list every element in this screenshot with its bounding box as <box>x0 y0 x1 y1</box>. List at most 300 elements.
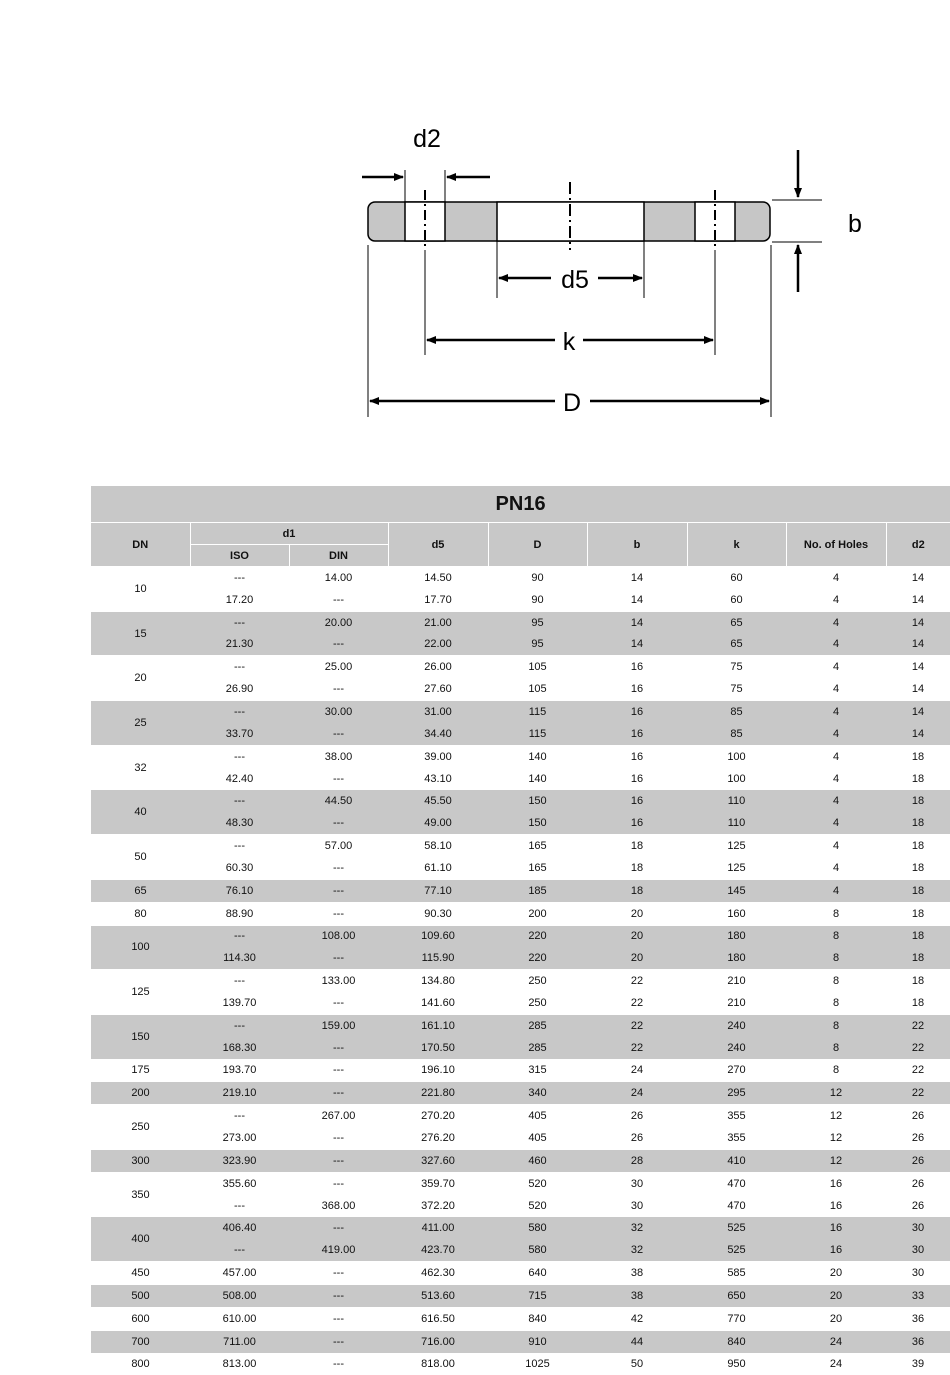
cell-holes: 12 <box>786 1105 886 1127</box>
table-row <box>91 768 950 790</box>
cell-d2: 18 <box>886 992 950 1014</box>
cell-d2: 30 <box>886 1262 950 1285</box>
cell-holes: 8 <box>786 1059 886 1082</box>
cell-dn: 300 <box>91 1149 190 1172</box>
cell-d5: 34.40 <box>388 723 488 745</box>
cell-d5: 196.10 <box>388 1059 488 1082</box>
cell-d2: 26 <box>886 1195 950 1217</box>
cell-holes: 24 <box>786 1353 886 1375</box>
cell-din: --- <box>289 1037 388 1059</box>
cell-k: 240 <box>687 1037 786 1059</box>
cell-holes: 4 <box>786 812 886 834</box>
cell-holes: 4 <box>786 768 886 790</box>
cell-D: 250 <box>488 992 587 1014</box>
cell-d5: 161.10 <box>388 1014 488 1036</box>
cell-k: 65 <box>687 611 786 633</box>
table-row <box>91 1127 950 1149</box>
cell-k: 85 <box>687 723 786 745</box>
cell-d2: 36 <box>886 1330 950 1353</box>
cell-dn: 250 <box>91 1105 190 1150</box>
cell-dn: 175 <box>91 1059 190 1082</box>
cell-din: 159.00 <box>289 1014 388 1036</box>
cell-din: --- <box>289 1149 388 1172</box>
table-row <box>91 857 950 879</box>
table-row <box>91 589 950 611</box>
header-din: DIN <box>289 545 388 567</box>
cell-D: 285 <box>488 1014 587 1036</box>
cell-d2: 18 <box>886 925 950 947</box>
pn16-flange-table <box>91 486 950 1375</box>
cell-k: 295 <box>687 1082 786 1105</box>
cell-d5: 513.60 <box>388 1285 488 1308</box>
cell-d5: 45.50 <box>388 790 488 812</box>
cell-b: 16 <box>587 656 687 678</box>
table-row <box>91 1059 950 1082</box>
cell-k: 75 <box>687 678 786 700</box>
cell-k: 110 <box>687 812 786 834</box>
cell-D: 140 <box>488 745 587 767</box>
cell-iso: --- <box>190 1014 289 1036</box>
cell-holes: 4 <box>786 723 886 745</box>
cell-b: 22 <box>587 992 687 1014</box>
cell-k: 65 <box>687 634 786 656</box>
cell-b: 24 <box>587 1082 687 1105</box>
cell-k: 525 <box>687 1217 786 1239</box>
table-title: PN16 <box>91 486 950 523</box>
cell-k: 100 <box>687 745 786 767</box>
cell-holes: 16 <box>786 1195 886 1217</box>
cell-d5: 270.20 <box>388 1105 488 1127</box>
cell-D: 150 <box>488 790 587 812</box>
cell-b: 30 <box>587 1195 687 1217</box>
cell-din: 38.00 <box>289 745 388 767</box>
cell-b: 44 <box>587 1330 687 1353</box>
cell-d2: 18 <box>886 835 950 857</box>
cell-D: 1025 <box>488 1353 587 1375</box>
cell-b: 16 <box>587 723 687 745</box>
cell-iso: 219.10 <box>190 1082 289 1105</box>
cell-d5: 43.10 <box>388 768 488 790</box>
cell-d5: 26.00 <box>388 656 488 678</box>
cell-k: 180 <box>687 925 786 947</box>
cell-D: 200 <box>488 902 587 925</box>
cell-k: 650 <box>687 1285 786 1308</box>
cell-dn: 40 <box>91 790 190 835</box>
cell-holes: 20 <box>786 1262 886 1285</box>
cell-din: --- <box>289 678 388 700</box>
cell-k: 210 <box>687 970 786 992</box>
table-row <box>91 745 950 767</box>
cell-din: --- <box>289 857 388 879</box>
cell-d2: 18 <box>886 947 950 969</box>
cell-b: 20 <box>587 902 687 925</box>
cell-b: 26 <box>587 1127 687 1149</box>
cell-d2: 22 <box>886 1014 950 1036</box>
cell-D: 90 <box>488 567 587 589</box>
cell-d5: 90.30 <box>388 902 488 925</box>
cell-k: 355 <box>687 1105 786 1127</box>
cell-dn: 80 <box>91 902 190 925</box>
table-row <box>91 1307 950 1330</box>
cell-iso: --- <box>190 611 289 633</box>
cell-d5: 818.00 <box>388 1353 488 1375</box>
cell-din: --- <box>289 1082 388 1105</box>
cell-holes: 4 <box>786 567 886 589</box>
cell-d5: 58.10 <box>388 835 488 857</box>
cell-holes: 8 <box>786 1037 886 1059</box>
cell-d5: 141.60 <box>388 992 488 1014</box>
cell-k: 470 <box>687 1195 786 1217</box>
cell-din: --- <box>289 1330 388 1353</box>
cell-d2: 14 <box>886 611 950 633</box>
cell-iso: 60.30 <box>190 857 289 879</box>
header-b: b <box>587 523 687 567</box>
cell-b: 16 <box>587 678 687 700</box>
cell-iso: 48.30 <box>190 812 289 834</box>
cell-dn: 100 <box>91 925 190 970</box>
table-row <box>91 925 950 947</box>
cell-d2: 14 <box>886 656 950 678</box>
table-row <box>91 1353 950 1375</box>
cell-holes: 4 <box>786 790 886 812</box>
cell-b: 16 <box>587 745 687 767</box>
table-row <box>91 790 950 812</box>
cell-d5: 21.00 <box>388 611 488 633</box>
cell-d2: 14 <box>886 678 950 700</box>
cell-b: 50 <box>587 1353 687 1375</box>
cell-d5: 423.70 <box>388 1239 488 1261</box>
cell-d5: 411.00 <box>388 1217 488 1239</box>
cell-iso: 711.00 <box>190 1330 289 1353</box>
cell-din: --- <box>289 634 388 656</box>
cell-iso: --- <box>190 1239 289 1261</box>
cell-k: 210 <box>687 992 786 1014</box>
cell-iso: 21.30 <box>190 634 289 656</box>
cell-d2: 14 <box>886 589 950 611</box>
cell-D: 165 <box>488 835 587 857</box>
cell-D: 285 <box>488 1037 587 1059</box>
table-row <box>91 611 950 633</box>
cell-b: 20 <box>587 947 687 969</box>
cell-iso: 457.00 <box>190 1262 289 1285</box>
cell-holes: 4 <box>786 835 886 857</box>
table-row <box>91 947 950 969</box>
cell-k: 270 <box>687 1059 786 1082</box>
cell-d5: 49.00 <box>388 812 488 834</box>
cell-dn: 15 <box>91 611 190 656</box>
cell-b: 24 <box>587 1059 687 1082</box>
cell-iso: --- <box>190 835 289 857</box>
cell-dn: 10 <box>91 567 190 612</box>
table-row <box>91 1037 950 1059</box>
header-d2: d2 <box>886 523 950 567</box>
cell-dn: 350 <box>91 1172 190 1217</box>
cell-k: 180 <box>687 947 786 969</box>
cell-holes: 4 <box>786 656 886 678</box>
cell-iso: 114.30 <box>190 947 289 969</box>
cell-b: 38 <box>587 1285 687 1308</box>
cell-k: 240 <box>687 1014 786 1036</box>
cell-iso: --- <box>190 701 289 723</box>
table-row <box>91 1149 950 1172</box>
cell-b: 14 <box>587 634 687 656</box>
cell-D: 405 <box>488 1127 587 1149</box>
cell-iso: --- <box>190 790 289 812</box>
cell-d5: 359.70 <box>388 1172 488 1194</box>
cell-D: 220 <box>488 925 587 947</box>
cell-D: 640 <box>488 1262 587 1285</box>
cell-d2: 14 <box>886 701 950 723</box>
cell-d2: 30 <box>886 1217 950 1239</box>
table-row <box>91 656 950 678</box>
cell-iso: --- <box>190 745 289 767</box>
cell-din: 25.00 <box>289 656 388 678</box>
cell-d2: 33 <box>886 1285 950 1308</box>
cell-D: 715 <box>488 1285 587 1308</box>
cell-holes: 4 <box>786 611 886 633</box>
cell-iso: --- <box>190 656 289 678</box>
cell-holes: 8 <box>786 902 886 925</box>
cell-holes: 8 <box>786 992 886 1014</box>
cell-D: 115 <box>488 723 587 745</box>
header-k: k <box>687 523 786 567</box>
table-row <box>91 723 950 745</box>
cell-din: --- <box>289 1307 388 1330</box>
cell-din: --- <box>289 1262 388 1285</box>
table-row <box>91 701 950 723</box>
cell-iso: --- <box>190 925 289 947</box>
cell-d2: 26 <box>886 1127 950 1149</box>
cell-iso: --- <box>190 1105 289 1127</box>
cell-din: 44.50 <box>289 790 388 812</box>
table-row <box>91 1105 950 1127</box>
cell-din: 133.00 <box>289 970 388 992</box>
cell-iso: 76.10 <box>190 879 289 902</box>
cell-b: 18 <box>587 857 687 879</box>
cell-din: --- <box>289 812 388 834</box>
cell-d5: 22.00 <box>388 634 488 656</box>
cell-d2: 18 <box>886 768 950 790</box>
table-row <box>91 1014 950 1036</box>
cell-iso: --- <box>190 1195 289 1217</box>
cell-d5: 17.70 <box>388 589 488 611</box>
cell-b: 16 <box>587 768 687 790</box>
cell-holes: 4 <box>786 857 886 879</box>
cell-D: 840 <box>488 1307 587 1330</box>
cell-b: 18 <box>587 879 687 902</box>
cell-holes: 4 <box>786 678 886 700</box>
cell-k: 100 <box>687 768 786 790</box>
cell-b: 42 <box>587 1307 687 1330</box>
cell-D: 315 <box>488 1059 587 1082</box>
table-row <box>91 835 950 857</box>
cell-holes: 4 <box>786 879 886 902</box>
cell-dn: 50 <box>91 835 190 880</box>
cell-k: 160 <box>687 902 786 925</box>
b-label: b <box>848 210 862 238</box>
cell-b: 14 <box>587 589 687 611</box>
cell-k: 770 <box>687 1307 786 1330</box>
cell-holes: 20 <box>786 1307 886 1330</box>
cell-d5: 372.20 <box>388 1195 488 1217</box>
cell-d5: 221.80 <box>388 1082 488 1105</box>
cell-D: 185 <box>488 879 587 902</box>
cell-b: 14 <box>587 567 687 589</box>
cell-b: 38 <box>587 1262 687 1285</box>
cell-dn: 700 <box>91 1330 190 1353</box>
cell-b: 22 <box>587 1014 687 1036</box>
table-row <box>91 1330 950 1353</box>
cell-d5: 77.10 <box>388 879 488 902</box>
table-row <box>91 1082 950 1105</box>
cell-holes: 4 <box>786 589 886 611</box>
cell-D: 95 <box>488 611 587 633</box>
cell-d2: 18 <box>886 879 950 902</box>
table-row <box>91 634 950 656</box>
D-label: D <box>563 389 581 417</box>
cell-dn: 800 <box>91 1353 190 1375</box>
cell-b: 26 <box>587 1105 687 1127</box>
cell-iso: 26.90 <box>190 678 289 700</box>
cell-D: 105 <box>488 678 587 700</box>
flange-diagram <box>0 0 950 440</box>
cell-dn: 400 <box>91 1217 190 1262</box>
cell-holes: 12 <box>786 1127 886 1149</box>
cell-d2: 22 <box>886 1082 950 1105</box>
cell-D: 910 <box>488 1330 587 1353</box>
cell-d5: 327.60 <box>388 1149 488 1172</box>
cell-k: 75 <box>687 656 786 678</box>
cell-dn: 600 <box>91 1307 190 1330</box>
table-row <box>91 1285 950 1308</box>
cell-D: 520 <box>488 1172 587 1194</box>
cell-d5: 115.90 <box>388 947 488 969</box>
cell-D: 520 <box>488 1195 587 1217</box>
header-dn: DN <box>91 523 190 567</box>
cell-dn: 20 <box>91 656 190 701</box>
cell-D: 250 <box>488 970 587 992</box>
cell-D: 340 <box>488 1082 587 1105</box>
header-iso: ISO <box>190 545 289 567</box>
cell-iso: 273.00 <box>190 1127 289 1149</box>
cell-k: 85 <box>687 701 786 723</box>
table-row <box>91 1172 950 1194</box>
cell-k: 585 <box>687 1262 786 1285</box>
cell-din: 30.00 <box>289 701 388 723</box>
cell-b: 32 <box>587 1217 687 1239</box>
cell-din: --- <box>289 902 388 925</box>
cell-k: 840 <box>687 1330 786 1353</box>
cell-iso: 33.70 <box>190 723 289 745</box>
cell-k: 60 <box>687 589 786 611</box>
cell-dn: 125 <box>91 970 190 1015</box>
cell-iso: 610.00 <box>190 1307 289 1330</box>
cell-holes: 8 <box>786 925 886 947</box>
cell-k: 525 <box>687 1239 786 1261</box>
cell-D: 95 <box>488 634 587 656</box>
cell-k: 145 <box>687 879 786 902</box>
cell-b: 30 <box>587 1172 687 1194</box>
cell-din: --- <box>289 1059 388 1082</box>
cell-D: 90 <box>488 589 587 611</box>
cell-D: 150 <box>488 812 587 834</box>
cell-D: 405 <box>488 1105 587 1127</box>
table-row <box>91 970 950 992</box>
table-row <box>91 812 950 834</box>
cell-d2: 14 <box>886 634 950 656</box>
cell-holes: 4 <box>786 634 886 656</box>
cell-k: 125 <box>687 835 786 857</box>
cell-b: 16 <box>587 701 687 723</box>
cell-iso: --- <box>190 567 289 589</box>
table-row <box>91 678 950 700</box>
cell-iso: 42.40 <box>190 768 289 790</box>
table-row <box>91 1217 950 1239</box>
header-D: D <box>488 523 587 567</box>
table-row <box>91 567 950 589</box>
cell-b: 32 <box>587 1239 687 1261</box>
cell-D: 220 <box>488 947 587 969</box>
cell-d2: 14 <box>886 567 950 589</box>
cell-D: 460 <box>488 1149 587 1172</box>
cell-d5: 109.60 <box>388 925 488 947</box>
d2-label: d2 <box>413 125 441 153</box>
cell-holes: 4 <box>786 745 886 767</box>
cell-d5: 276.20 <box>388 1127 488 1149</box>
cell-dn: 500 <box>91 1285 190 1308</box>
header-d5: d5 <box>388 523 488 567</box>
cell-k: 60 <box>687 567 786 589</box>
cell-din: --- <box>289 768 388 790</box>
cell-d2: 18 <box>886 970 950 992</box>
cell-d2: 22 <box>886 1037 950 1059</box>
cell-b: 28 <box>587 1149 687 1172</box>
table-row <box>91 902 950 925</box>
cell-d5: 39.00 <box>388 745 488 767</box>
cell-dn: 25 <box>91 701 190 746</box>
cell-holes: 16 <box>786 1172 886 1194</box>
cell-din: --- <box>289 723 388 745</box>
cell-iso: 88.90 <box>190 902 289 925</box>
cell-dn: 65 <box>91 879 190 902</box>
cell-holes: 4 <box>786 701 886 723</box>
cell-b: 20 <box>587 925 687 947</box>
cell-d2: 26 <box>886 1149 950 1172</box>
cell-din: --- <box>289 1353 388 1375</box>
cell-b: 22 <box>587 1037 687 1059</box>
cell-b: 14 <box>587 611 687 633</box>
cell-d5: 61.10 <box>388 857 488 879</box>
cell-b: 18 <box>587 835 687 857</box>
cell-iso: 406.40 <box>190 1217 289 1239</box>
cell-d2: 26 <box>886 1105 950 1127</box>
cell-d5: 27.60 <box>388 678 488 700</box>
cell-d5: 716.00 <box>388 1330 488 1353</box>
table-row <box>91 1239 950 1261</box>
cell-D: 580 <box>488 1239 587 1261</box>
cell-holes: 8 <box>786 970 886 992</box>
cell-d2: 18 <box>886 790 950 812</box>
cell-iso: 139.70 <box>190 992 289 1014</box>
cell-k: 110 <box>687 790 786 812</box>
cell-din: 368.00 <box>289 1195 388 1217</box>
cell-dn: 32 <box>91 745 190 790</box>
cell-D: 580 <box>488 1217 587 1239</box>
cell-iso: 508.00 <box>190 1285 289 1308</box>
cell-dn: 150 <box>91 1014 190 1059</box>
cell-d2: 18 <box>886 745 950 767</box>
cell-iso: 323.90 <box>190 1149 289 1172</box>
